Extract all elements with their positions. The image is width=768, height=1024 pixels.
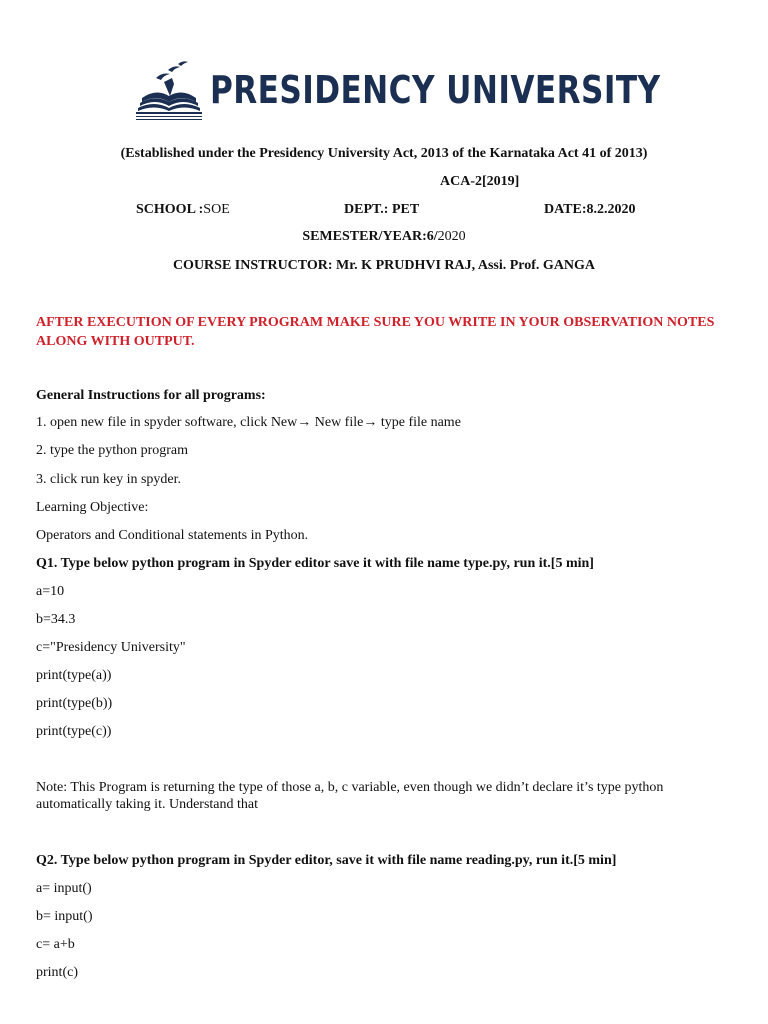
- q2-title: Q2. Type below python program in Spyder editor, save it with file name reading.py, run it.[5 min]: [36, 853, 617, 868]
- aca-code: ACA-2[2019]: [440, 174, 520, 189]
- q1-note: Note: This Program is returning the type of those a, b, c variable, even though we didn’t declare it’s type python automatically taking it. Understand that: [36, 780, 664, 812]
- school-field: [136, 202, 230, 218]
- instruction-step-1: 1. open new file in spyder software, click New→ New file→ type file name: [36, 415, 461, 430]
- learning-objective-label: Learning Objective:: [36, 500, 149, 515]
- q2-code-line: print(c): [36, 965, 78, 980]
- q2-code-line: b= input(): [36, 909, 93, 924]
- q1-title: Q1. Type below python program in Spyder editor save it with file name type.py, run it.[5 min]: [36, 556, 594, 571]
- instruction-step-2: 2. type the python program: [36, 443, 189, 458]
- school-value: SOE: [203, 202, 230, 217]
- university-logo: [134, 60, 661, 124]
- dept-field: DEPT.: PET: [344, 202, 420, 217]
- observation-warning: AFTER EXECUTION OF EVERY PROGRAM MAKE SURE YOU WRITE IN YOUR OBSERVATION NOTES ALONG WITH OUTPUT.: [36, 315, 715, 349]
- school-label: SCHOOL :: [136, 202, 204, 217]
- semester-value: 2020: [437, 229, 466, 244]
- course-instructor: COURSE INSTRUCTOR: Mr. K PRUDHVI RAJ, Assi. Prof. GANGA: [172, 258, 596, 273]
- q1-code-line: print(type(c)): [36, 724, 112, 739]
- university-name: PRESIDENCY UNIVERSITY: [210, 68, 661, 112]
- q1-code-line: print(type(a)): [36, 668, 112, 683]
- q1-code-line: print(type(b)): [36, 696, 113, 711]
- q1-code-line: b=34.3: [36, 612, 76, 627]
- date-field: DATE:8.2.2020: [544, 202, 636, 217]
- instruction-step-3: 3. click run key in spyder.: [36, 472, 182, 487]
- open-book-birds-icon: [134, 60, 204, 124]
- q2-code-line: c= a+b: [36, 937, 75, 952]
- semester-field: [0, 229, 768, 245]
- q2-code-line: a= input(): [36, 881, 92, 896]
- q1-code-line: c="Presidency University": [36, 640, 186, 655]
- semester-label: SEMESTER/YEAR:6/: [302, 229, 438, 244]
- instructions-heading: General Instructions for all programs:: [36, 388, 266, 403]
- learning-objective-text: Operators and Conditional statements in Python.: [36, 528, 309, 543]
- established-line: (Established under the Presidency University Act, 2013 of the Karnataka Act 41 of 2013): [120, 146, 648, 161]
- q1-code-line: a=10: [36, 584, 65, 599]
